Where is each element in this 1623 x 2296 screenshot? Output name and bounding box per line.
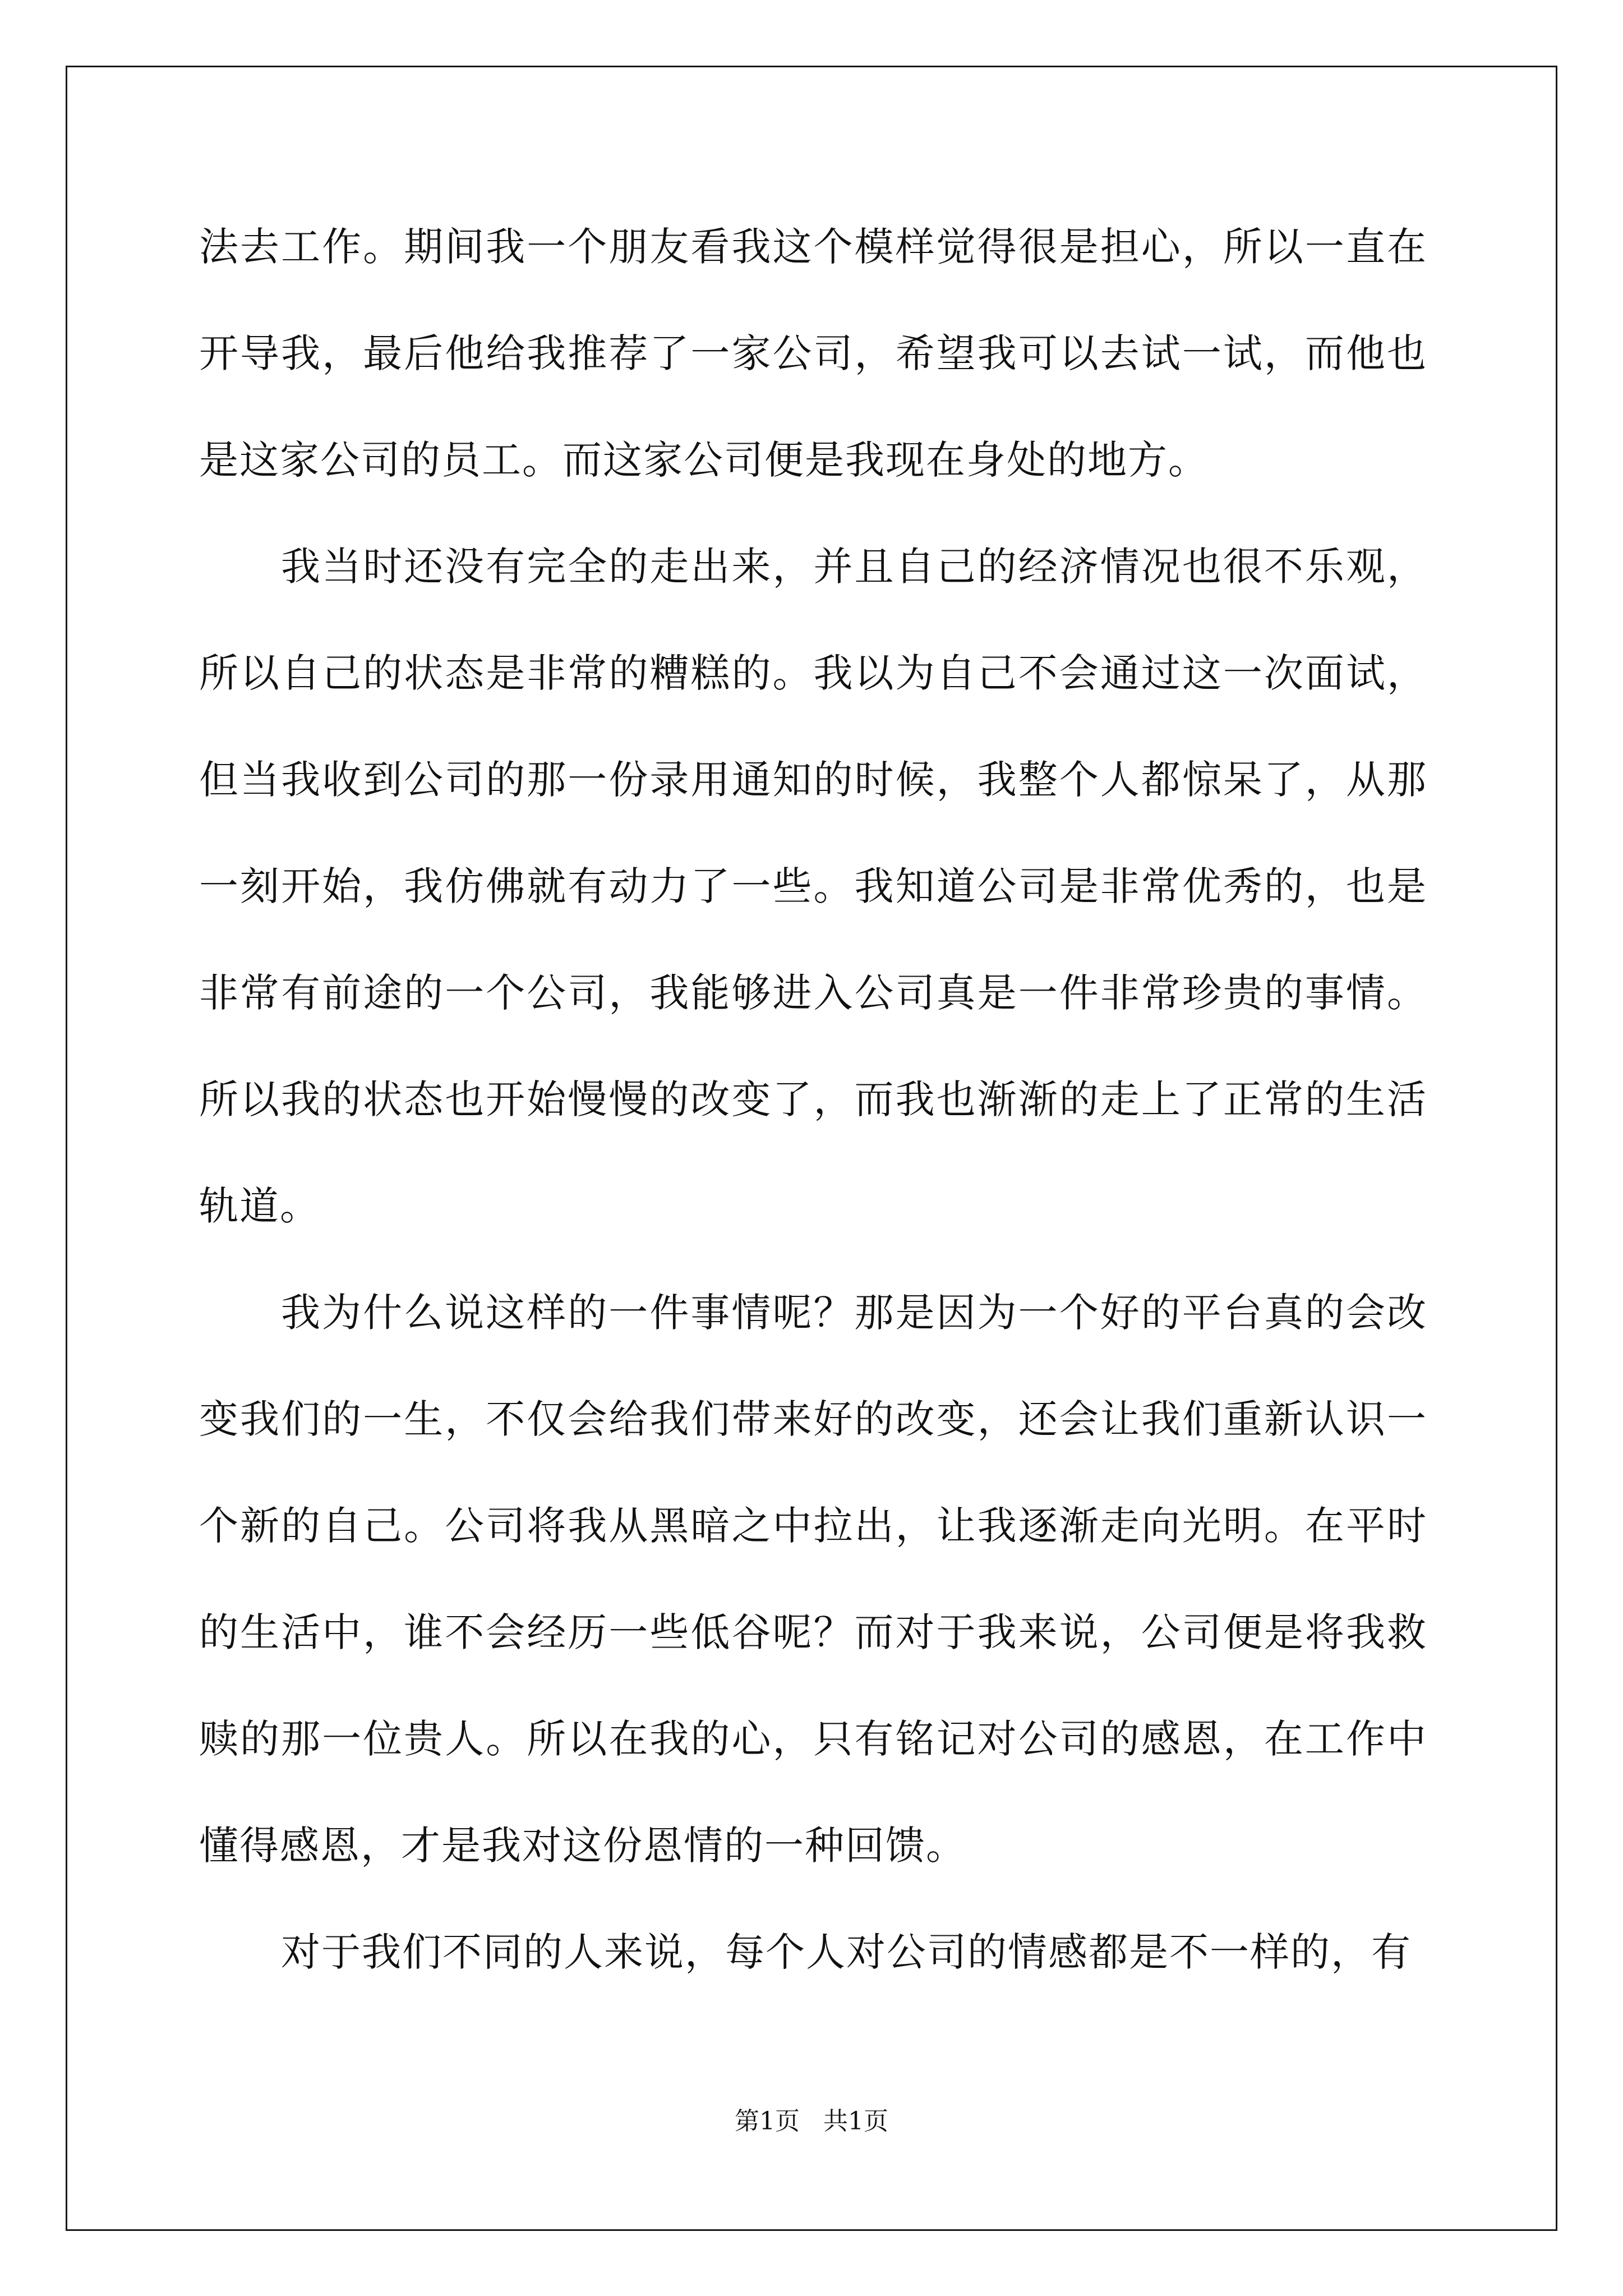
paragraph-2: 我当时还没有完全的走出来，并且自己的经济情况也很不乐观，所以自己的状态是非常的糟糕的。我以为自己不会通过这一次面试，但当我收到公司的那一份录用通知的时候，我整个人都惊呆了，从那一刻开始，我仿佛就有动力了一些。我知道公司是非常优秀的，也是非常有前途的一个公司，我能够进入公司真是一件非常珍贵的事情。所以我的状态也开始慢慢的改变了，而我也渐渐的走上了正常的生活轨道。 <box>199 544 1427 1229</box>
page-number-footer: 第1页 共1页 <box>735 2107 888 2136</box>
paragraph-1: 法去工作。期间我一个朋友看我这个模样觉得很是担心，所以一直在开导我，最后他给我推荐了一家公司，希望我可以去试一试，而他也是这家公司的员工。而这家公司便是我现在身处的地方。 <box>199 224 1427 483</box>
document-body <box>199 194 1427 2005</box>
paragraph-3: 我为什么说这样的一件事情呢？那是因为一个好的平台真的会改变我们的一生，不仅会给我们带来好的改变，还会让我们重新认识一个新的自己。公司将我从黑暗之中拉出，让我逐渐走向光明。在平时的生活中，谁不会经历一些低谷呢？而对于我来说，公司便是将我救赎的那一位贵人。所以在我的心，只有铭记对公司的感恩，在工作中懂得感恩，才是我对这份恩情的一种回馈。 <box>199 1290 1427 1869</box>
paragraph-4: 对于我们不同的人来说，每个人对公司的情感都是不一样的，有 <box>281 1929 1412 1975</box>
